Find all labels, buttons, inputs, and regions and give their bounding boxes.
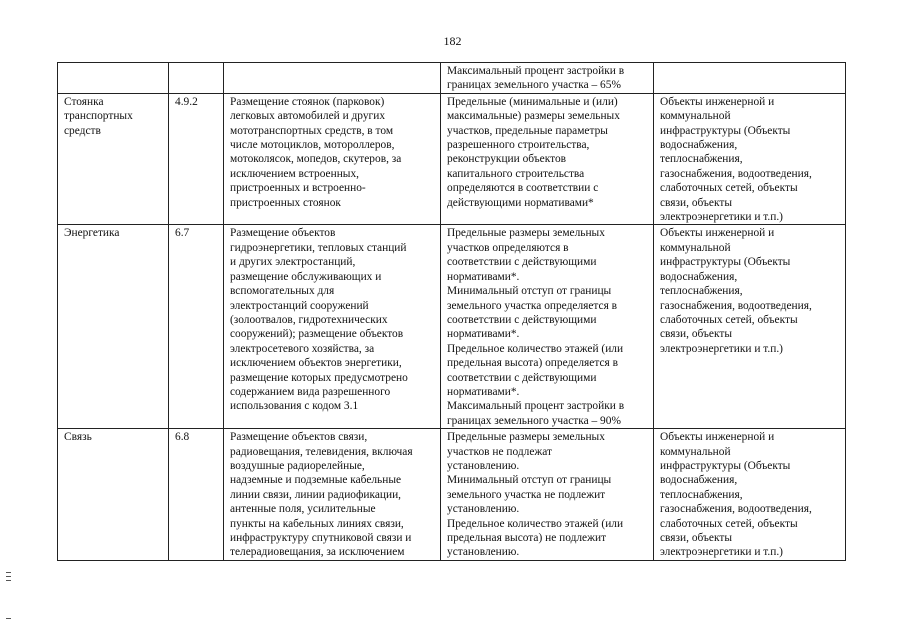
scan-margin-mark — [6, 572, 11, 573]
scan-margin-mark — [6, 576, 11, 577]
scan-margin-mark — [6, 580, 11, 581]
cell-auxiliary-uses: Объекты инженерной и коммунальной инфраструктуры (Объекты водоснабжения, теплоснабжения, газоснабжения, водоотведения, слаботочных сетей, объекты связи, объекты электроэнергетики и т.п.) — [654, 225, 846, 429]
table-row-parking — [58, 93, 846, 225]
cell-limit-params: Предельные размеры земельных участков не подлежат установлению. Минимальный отступ от границы земельного участка не подлежит установлению. Предельное количество этажей (или предельная высота) не подлежит установлению. — [441, 429, 654, 561]
cell-use-description: Размещение стоянок (парковок) легковых автомобилей и других мототранспортных средств, в том числе мотоциклов, мотороллеров, мотоколясок, мопедов, скутеров, за исключением встроенных, пристроенных и встроенно- пристроенных стоянок — [224, 93, 441, 225]
cell-auxiliary-uses: Объекты инженерной и коммунальной инфраструктуры (Объекты водоснабжения, теплоснабжения, газоснабжения, водоотведения, слаботочных сетей, объекты связи, объекты электроэнергетики и т.п.) — [654, 429, 846, 561]
table-row-energy — [58, 225, 846, 429]
cell-use-description: Размещение объектов связи, радиовещания, телевидения, включая воздушные радиорелейные, надземные и подземные кабельные линии связи, линии радиофикации, антенные поля, усилительные пункты на кабельных линиях связи, инфраструктуру спутниковой связи и телерадиовещания, за исключением — [224, 429, 441, 561]
cell-limit-params: Предельные (минимальные и (или) максимальные) размеры земельных участков, предельные параметры разрешенного строительства, реконструкции объектов капитального строительства определяются в соответствии с действующими нормативами* — [441, 93, 654, 225]
cell-use-code: 6.8 — [169, 429, 224, 561]
cell-use-name — [58, 63, 169, 94]
cell-use-name: Связь — [58, 429, 169, 561]
page-number: 182 — [443, 34, 462, 48]
cell-auxiliary-uses — [654, 63, 846, 94]
cell-use-name: Энергетика — [58, 225, 169, 429]
cell-use-name: Стоянка транспортных средств — [58, 93, 169, 225]
cell-use-code: 6.7 — [169, 225, 224, 429]
cell-use-code: 4.9.2 — [169, 93, 224, 225]
cell-use-description: Размещение объектов гидроэнергетики, тепловых станций и других электростанций, размещение обслуживающих и вспомогательных для электростанций сооружений (золоотвалов, гидротехнических сооружений); размещение объектов электросетевого хозяйства, за исключением объектов энергетики, размещение которых предусмотрено содержанием вида разрешенного использования с кодом 3.1 — [224, 225, 441, 429]
table-row-communications — [58, 429, 846, 561]
cell-limit-params: Максимальный процент застройки в границах земельного участка – 65% — [441, 63, 654, 94]
scan-margin-mark — [6, 618, 11, 619]
cell-use-description — [224, 63, 441, 94]
table-row-continuation — [58, 63, 846, 94]
land-use-regulations-table — [57, 62, 846, 561]
cell-limit-params: Предельные размеры земельных участков определяются в соответствии с действующими нормативами*. Минимальный отступ от границы земельного участка определяется в соответствии с действующими нормативами*. Предельное количество этажей (или предельная высота) определяется в соответствии с действующими нормативами*. Максимальный процент застройки в границах земельного участка – 90% — [441, 225, 654, 429]
cell-auxiliary-uses: Объекты инженерной и коммунальной инфраструктуры (Объекты водоснабжения, теплоснабжения, газоснабжения, водоотведения, слаботочных сетей, объекты связи, объекты электроэнергетики и т.п.) — [654, 93, 846, 225]
cell-use-code — [169, 63, 224, 94]
